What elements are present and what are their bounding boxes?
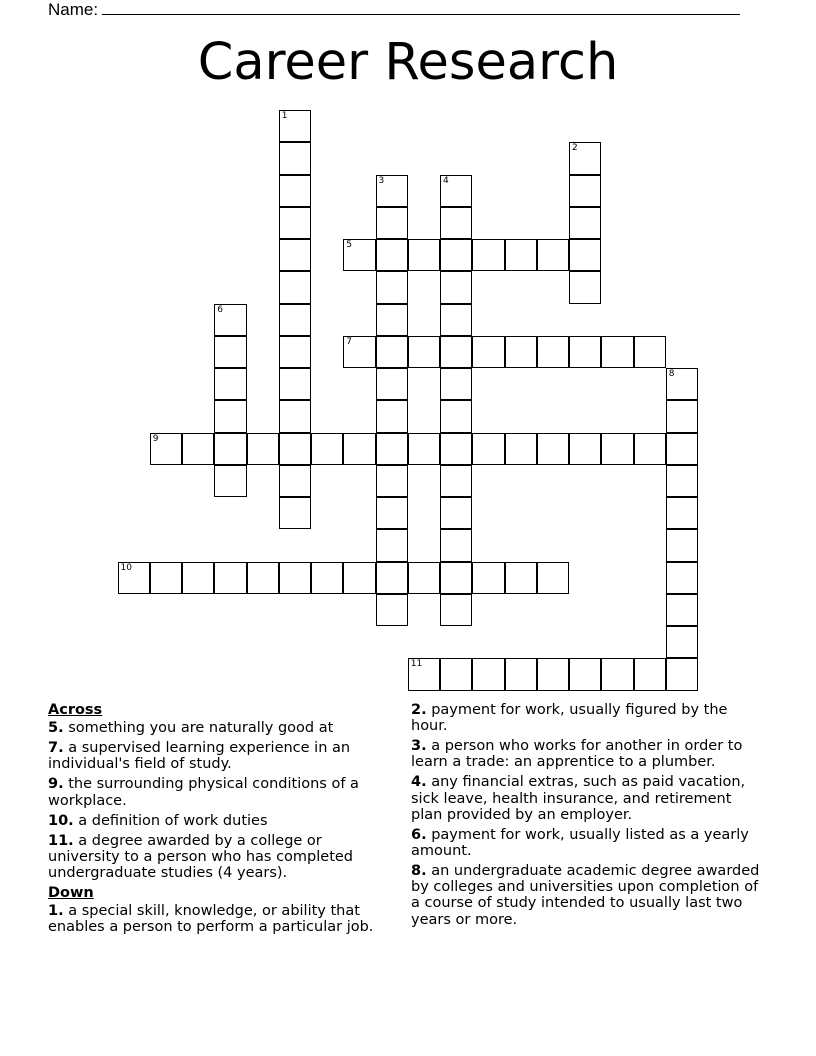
grid-cell[interactable] <box>408 658 440 690</box>
grid-cell[interactable] <box>279 271 311 303</box>
grid-cell[interactable] <box>569 336 601 368</box>
grid-cell[interactable] <box>666 658 698 690</box>
clue-text: a special skill, knowledge, or ability that enables a person to perform a particular job. <box>48 903 374 936</box>
across-heading: Across <box>48 702 103 718</box>
grid-cell[interactable] <box>182 433 214 465</box>
grid-cell[interactable] <box>150 433 182 465</box>
clue-down-6 <box>411 827 763 859</box>
grid-cell[interactable] <box>537 562 569 594</box>
cell-number: 8 <box>668 369 675 379</box>
grid-cell[interactable] <box>279 207 311 239</box>
grid-cell[interactable] <box>666 368 698 400</box>
grid-cell[interactable] <box>376 239 408 271</box>
cell-number: 7 <box>346 336 352 347</box>
clue-text: an undergraduate academic degree awarded by colleges and universities upon completion of a course of study intended to usually last two years or more. <box>411 863 760 928</box>
clue-number: 1. <box>48 903 64 920</box>
grid-cell[interactable] <box>311 562 343 594</box>
clue-number: 5. <box>48 720 64 737</box>
clue-across-11 <box>48 833 393 882</box>
clue-across-7 <box>48 740 393 772</box>
grid-cell[interactable] <box>569 207 601 239</box>
clue-text: any financial extras, such as paid vacation, sick leave, health insurance, and retirement plan provided by an employer. <box>411 774 746 823</box>
grid-cell[interactable] <box>505 433 537 465</box>
grid-cell[interactable] <box>601 336 633 368</box>
clue-text: payment for work, usually listed as a yearly amount. <box>411 826 749 860</box>
grid-cell[interactable] <box>440 336 472 368</box>
grid-cell[interactable] <box>440 271 472 303</box>
clue-number: 3. <box>411 738 427 755</box>
clue-across-5 <box>48 720 393 736</box>
grid-cell[interactable] <box>214 400 246 432</box>
grid-cell[interactable] <box>634 658 666 690</box>
grid-cell[interactable] <box>214 562 246 594</box>
grid-cell[interactable] <box>247 433 279 465</box>
cell-number: 1 <box>281 111 288 121</box>
grid-cell[interactable] <box>666 529 698 561</box>
grid-cell[interactable] <box>440 304 472 336</box>
cell-number: 4 <box>443 175 449 186</box>
grid-cell[interactable] <box>634 433 666 465</box>
clue-number: 11. <box>48 832 74 849</box>
cell-number: 5 <box>346 240 352 250</box>
grid-cell[interactable] <box>440 433 472 465</box>
grid-cell[interactable] <box>666 626 698 658</box>
grid-cell[interactable] <box>440 658 472 690</box>
grid-cell[interactable] <box>472 336 504 368</box>
grid-cell[interactable] <box>376 529 408 561</box>
grid-cell[interactable] <box>569 658 601 690</box>
grid-cell[interactable] <box>472 562 504 594</box>
grid-cell[interactable] <box>666 562 698 594</box>
grid-cell[interactable] <box>408 239 440 271</box>
grid-cell[interactable] <box>666 465 698 497</box>
grid-cell[interactable] <box>440 594 472 626</box>
clue-down-8 <box>411 863 763 928</box>
cell-number: 3 <box>378 175 385 186</box>
grid-cell[interactable] <box>279 400 311 432</box>
grid-cell[interactable] <box>279 368 311 400</box>
grid-cell[interactable] <box>343 239 375 271</box>
grid-cell[interactable] <box>376 497 408 529</box>
clue-across-9 <box>48 776 393 808</box>
grid-cell[interactable] <box>376 175 408 207</box>
page-title: Career Research <box>197 33 619 92</box>
clues-left-column <box>48 702 393 939</box>
grid-cell[interactable] <box>472 433 504 465</box>
cell-number: 2 <box>572 143 578 154</box>
grid-cell[interactable] <box>214 368 246 400</box>
grid-cell[interactable] <box>666 433 698 465</box>
grid-cell[interactable] <box>537 658 569 690</box>
grid-cell[interactable] <box>440 207 472 239</box>
grid-cell[interactable] <box>601 433 633 465</box>
grid-cell[interactable] <box>408 562 440 594</box>
clue-down-2 <box>411 702 763 734</box>
clue-text: a supervised learning experience in an individual's field of study. <box>48 740 351 773</box>
grid-cell[interactable] <box>634 336 666 368</box>
grid-cell[interactable] <box>505 658 537 690</box>
grid-cell[interactable] <box>376 271 408 303</box>
grid-cell[interactable] <box>440 368 472 400</box>
grid-cell[interactable] <box>279 336 311 368</box>
grid-cell[interactable] <box>150 562 182 594</box>
grid-cell[interactable] <box>440 175 472 207</box>
clue-text: a person who works for another in order to learn a trade: an apprentice to a plumber. <box>411 738 743 771</box>
cell-number: 6 <box>217 304 223 315</box>
grid-cell[interactable] <box>376 433 408 465</box>
grid-cell[interactable] <box>376 304 408 336</box>
grid-cell[interactable] <box>505 562 537 594</box>
grid-cell[interactable] <box>472 658 504 690</box>
grid-cell[interactable] <box>440 239 472 271</box>
clue-text: a degree awarded by a college or university to a person who has completed undergraduate studies (4 years). <box>48 832 354 882</box>
grid-cell[interactable] <box>472 239 504 271</box>
grid-cell[interactable] <box>343 433 375 465</box>
grid-cell[interactable] <box>440 400 472 432</box>
grid-cell[interactable] <box>440 465 472 497</box>
grid-cell[interactable] <box>279 465 311 497</box>
grid-cell[interactable] <box>214 433 246 465</box>
grid-cell[interactable] <box>279 433 311 465</box>
grid-cell[interactable] <box>569 175 601 207</box>
grid-cell[interactable] <box>505 239 537 271</box>
grid-cell[interactable] <box>505 336 537 368</box>
clue-number: 6. <box>411 826 427 843</box>
clue-down-4 <box>411 774 763 823</box>
grid-cell[interactable] <box>537 336 569 368</box>
grid-cell[interactable] <box>311 433 343 465</box>
name-label: Name: <box>48 0 99 19</box>
grid-cell[interactable] <box>440 497 472 529</box>
grid-cell[interactable] <box>376 562 408 594</box>
clue-number: 8. <box>411 863 427 880</box>
grid-cell[interactable] <box>569 239 601 271</box>
grid-cell[interactable] <box>279 175 311 207</box>
grid-cell[interactable] <box>376 400 408 432</box>
grid-cell[interactable] <box>279 142 311 174</box>
grid-cell[interactable] <box>569 142 601 174</box>
clues-right-column <box>411 702 763 932</box>
clue-text: a definition of work duties <box>78 812 268 829</box>
grid-cell[interactable] <box>279 110 311 142</box>
grid-cell[interactable] <box>408 336 440 368</box>
grid-cell[interactable] <box>601 658 633 690</box>
cell-number: 10 <box>120 562 132 573</box>
grid-cell[interactable] <box>376 207 408 239</box>
grid-cell[interactable] <box>279 239 311 271</box>
clue-text: payment for work, usually figured by the hour. <box>411 702 728 735</box>
grid-cell[interactable] <box>279 497 311 529</box>
grid-cell[interactable] <box>376 594 408 626</box>
grid-cell[interactable] <box>247 562 279 594</box>
grid-cell[interactable] <box>666 497 698 529</box>
clue-number: 4. <box>411 774 427 791</box>
grid-cell[interactable] <box>279 562 311 594</box>
grid-cell[interactable] <box>343 562 375 594</box>
clue-text: something you are naturally good at <box>68 720 334 737</box>
clue-down-1 <box>48 903 393 935</box>
grid-cell[interactable] <box>440 562 472 594</box>
grid-cell[interactable] <box>279 304 311 336</box>
grid-cell[interactable] <box>376 368 408 400</box>
grid-cell[interactable] <box>343 336 375 368</box>
grid-cell[interactable] <box>569 433 601 465</box>
cell-number: 11 <box>410 659 423 670</box>
clue-across-10 <box>48 813 393 829</box>
grid-cell[interactable] <box>537 433 569 465</box>
grid-cell[interactable] <box>537 239 569 271</box>
grid-cell[interactable] <box>376 465 408 497</box>
grid-cell[interactable] <box>569 271 601 303</box>
grid-cell[interactable] <box>440 529 472 561</box>
clue-number: 9. <box>48 776 64 793</box>
grid-cell[interactable] <box>376 336 408 368</box>
clue-number: 7. <box>48 740 64 757</box>
grid-cell[interactable] <box>118 562 150 594</box>
grid-cell[interactable] <box>666 594 698 626</box>
grid-cell[interactable] <box>214 304 246 336</box>
grid-cell[interactable] <box>666 400 698 432</box>
cell-number: 9 <box>152 433 159 444</box>
clue-number: 10. <box>48 812 74 829</box>
clue-down-3 <box>411 738 763 770</box>
grid-cell[interactable] <box>182 562 214 594</box>
down-heading: Down <box>48 885 94 902</box>
grid-cell[interactable] <box>214 465 246 497</box>
clue-text: the surrounding physical conditions of a workplace. <box>48 776 359 809</box>
clue-number: 2. <box>411 702 427 718</box>
grid-cell[interactable] <box>214 336 246 368</box>
grid-cell[interactable] <box>408 433 440 465</box>
